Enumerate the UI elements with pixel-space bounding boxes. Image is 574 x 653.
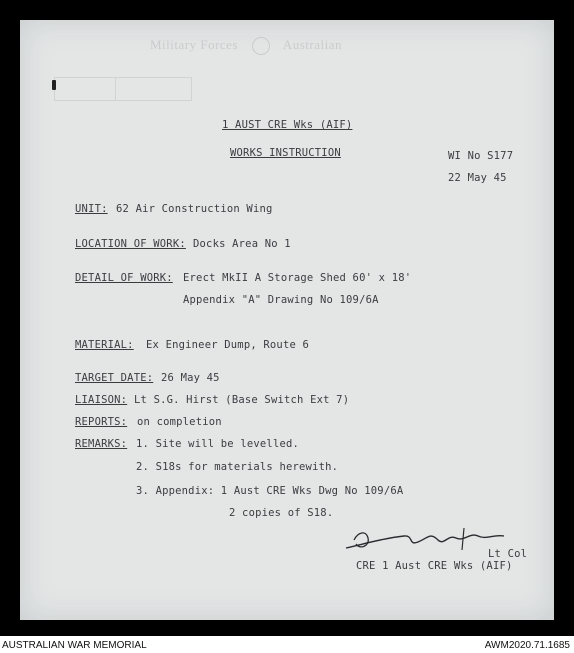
archive-reference: AWM2020.71.1685 bbox=[484, 640, 570, 651]
target-date-value: 26 May 45 bbox=[161, 372, 220, 384]
archive-footer bbox=[0, 636, 574, 653]
unit-label: UNIT: bbox=[75, 203, 108, 215]
remark-1: 1. Site will be levelled. bbox=[136, 438, 300, 450]
unit-title: 1 AUST CRE Wks (AIF) bbox=[222, 119, 353, 131]
reports-value: on completion bbox=[137, 416, 222, 428]
location-value: Docks Area No 1 bbox=[193, 238, 291, 250]
document-title: WORKS INSTRUCTION bbox=[230, 147, 341, 159]
letterhead-right: Australian bbox=[282, 37, 342, 52]
remark-2: 2. S18s for materials herewith. bbox=[136, 461, 339, 473]
unit-value: 62 Air Construction Wing bbox=[116, 203, 273, 215]
faint-form-box bbox=[54, 77, 192, 101]
punch-mark bbox=[52, 80, 56, 90]
document-date: 22 May 45 bbox=[448, 172, 507, 184]
remarks-label: REMARKS: bbox=[75, 438, 128, 450]
signatory-title: CRE 1 Aust CRE Wks (AIF) bbox=[356, 560, 513, 572]
liaison-label: LIAISON: bbox=[75, 394, 128, 406]
material-value: Ex Engineer Dump, Route 6 bbox=[146, 339, 310, 351]
wi-number: WI No S177 bbox=[448, 150, 514, 162]
liaison-value: Lt S.G. Hirst (Base Switch Ext 7) bbox=[134, 394, 350, 406]
detail-label: DETAIL OF WORK: bbox=[75, 272, 173, 284]
archive-name: AUSTRALIAN WAR MEMORIAL bbox=[2, 640, 147, 651]
material-label: MATERIAL: bbox=[75, 339, 134, 351]
detail-value: Erect MkII A Storage Shed 60' x 18' bbox=[183, 272, 412, 284]
signatory-rank: Lt Col bbox=[488, 548, 528, 560]
location-label: LOCATION OF WORK: bbox=[75, 238, 186, 250]
remark-3: 3. Appendix: 1 Aust CRE Wks Dwg No 109/6A bbox=[136, 485, 404, 497]
letterhead-left: Military Forces bbox=[150, 37, 239, 52]
target-date-label: TARGET DATE: bbox=[75, 372, 154, 384]
letterhead bbox=[150, 37, 342, 55]
reports-label: REPORTS: bbox=[75, 416, 128, 428]
detail-value-2: Appendix "A" Drawing No 109/6A bbox=[183, 294, 379, 306]
remark-3-continued: 2 copies of S18. bbox=[229, 507, 334, 519]
crest-icon bbox=[252, 37, 270, 55]
